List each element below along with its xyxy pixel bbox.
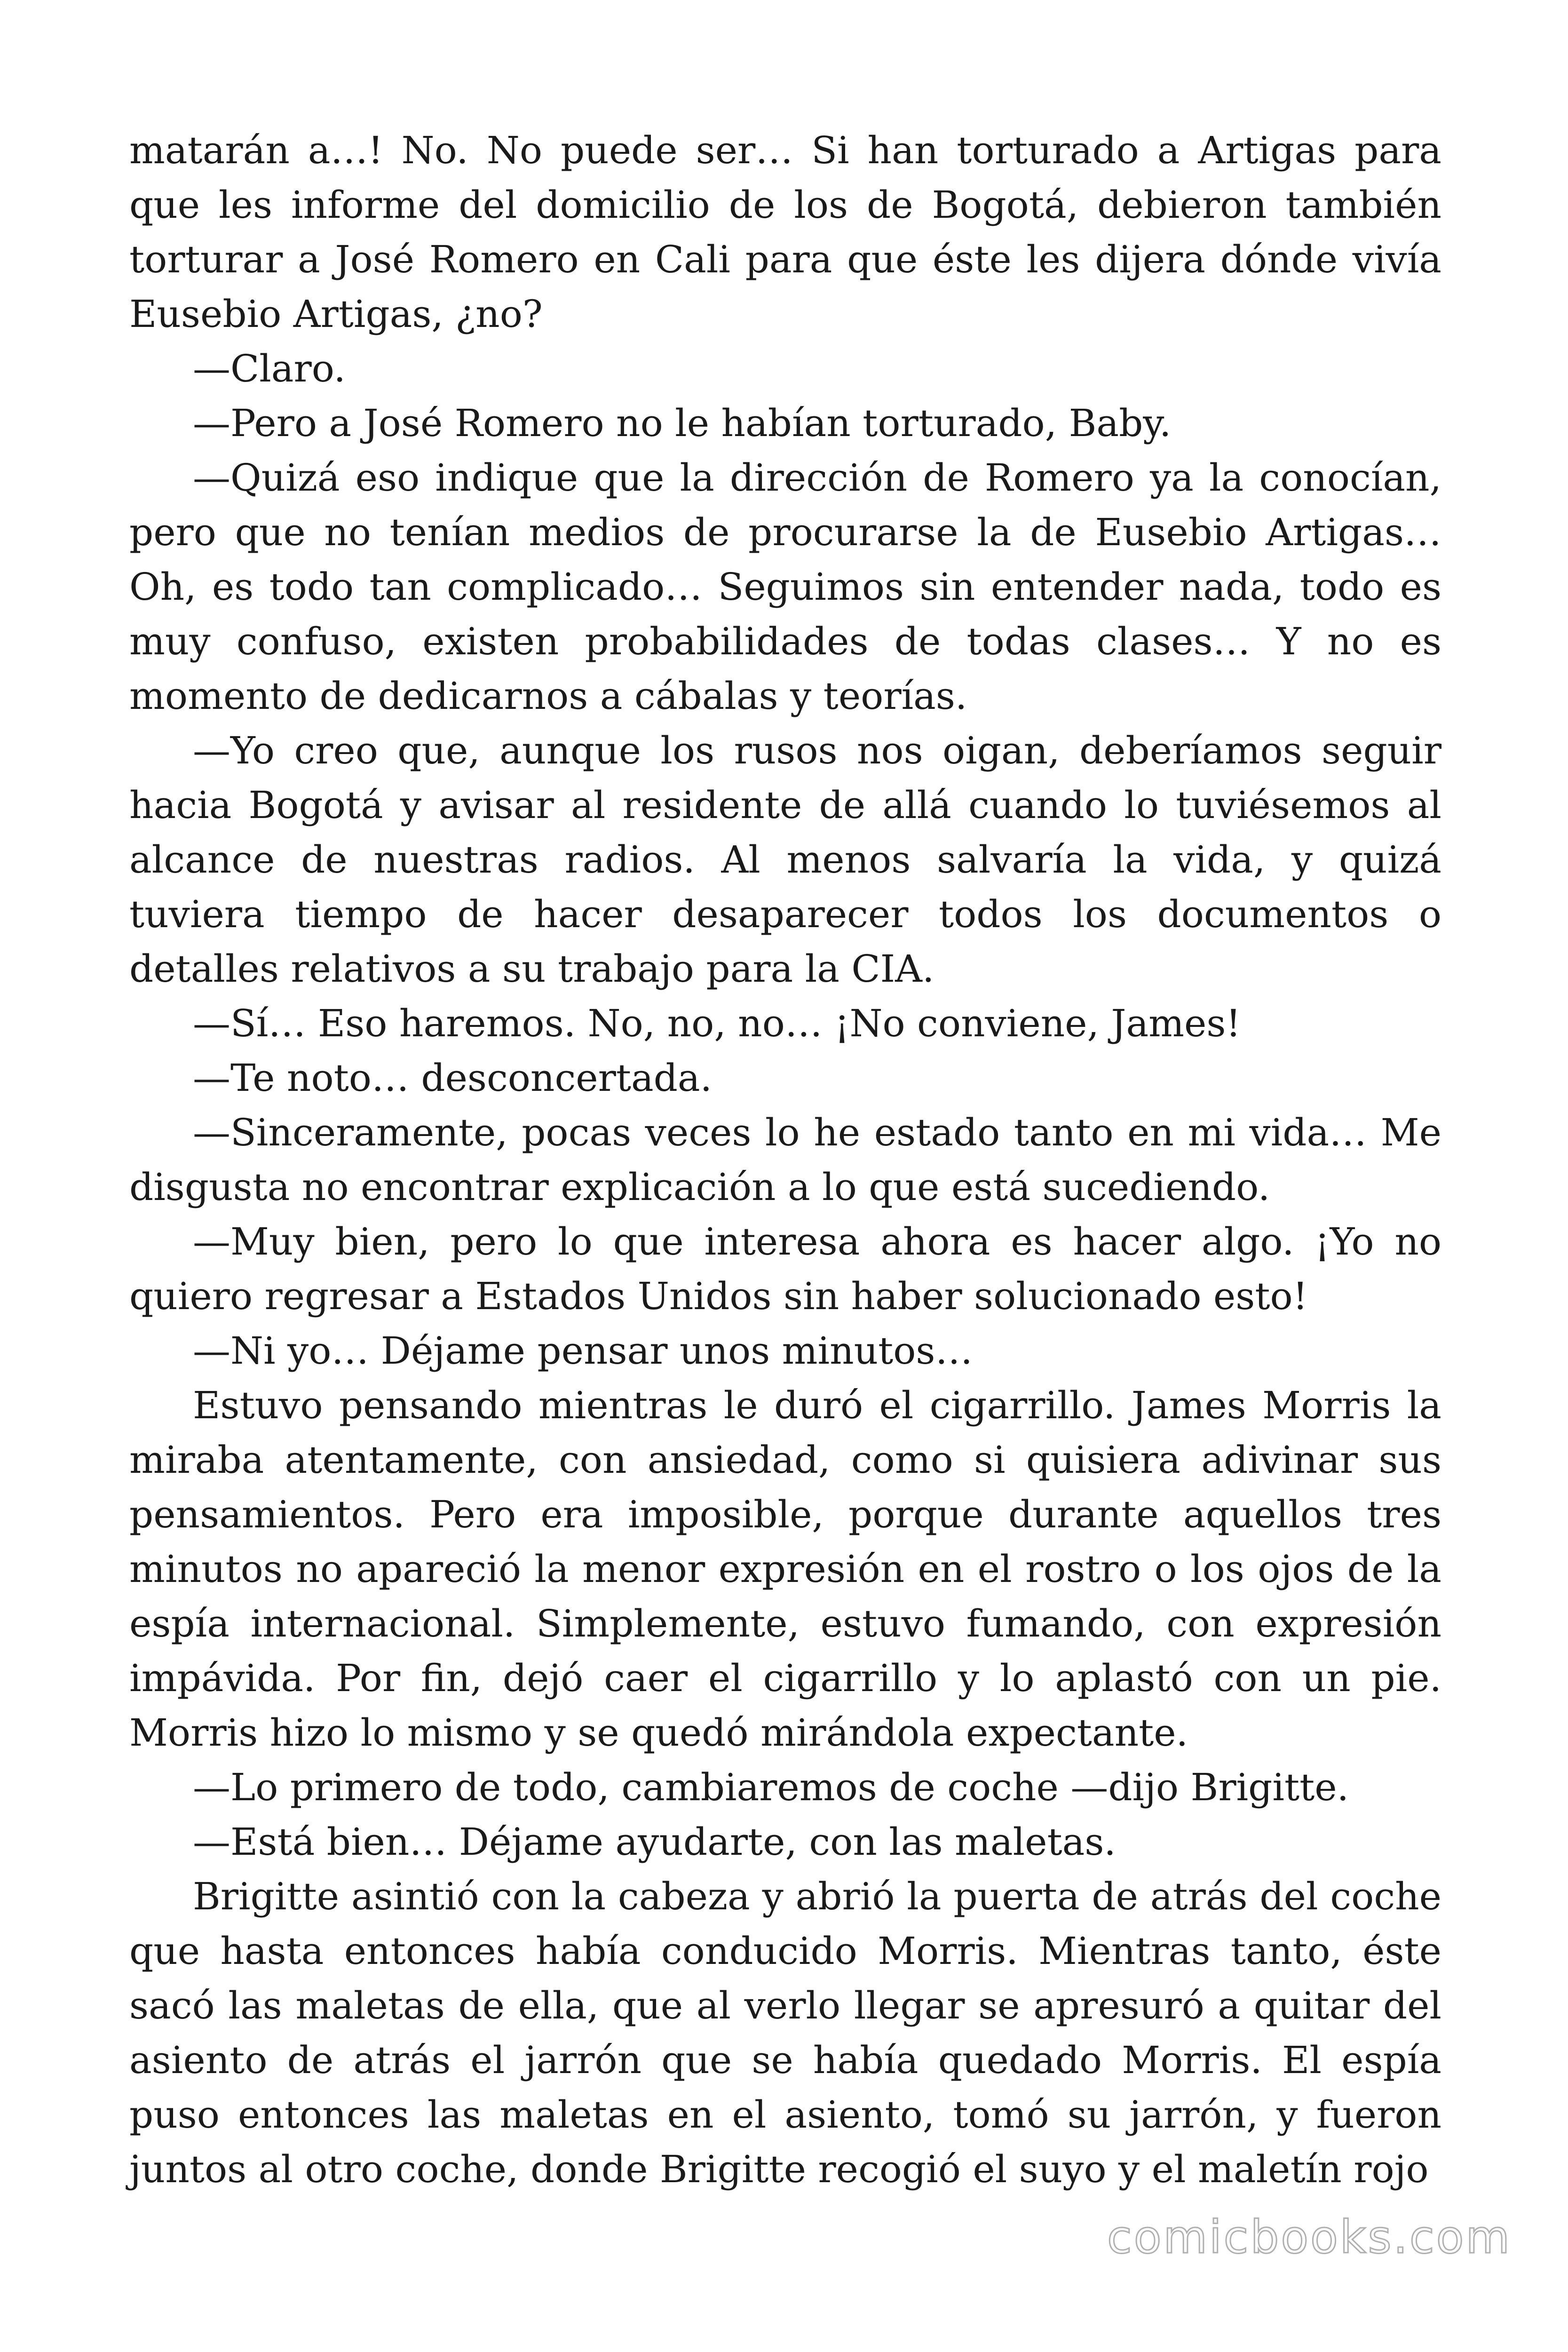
paragraph: —Yo creo que, aunque los rusos nos oigan, deberíamos seguir hacia Bogotá y avisar al residente de allá cuando lo tuviésemos al alcance de nuestras radios. Al menos salvaría la vida, y quizá tuviera tiempo de hacer desaparecer todos los documentos o detalles relativos a su trabajo para la CIA. [129,729,1441,991]
paragraph: —Sí… Eso haremos. No, no, no… ¡No conviene, James! [193,1001,1241,1045]
paragraph: Estuvo pensando mientras le duró el cigarrillo. James Morris la miraba atentamente, con ansiedad, como si quisiera adivinar sus pensamientos. Pero era imposible, porque durante aquellos tres minutos no apareció la menor expresión en el rostro o los ojos de la espía internacional. Simplemente, estuvo fumando, con expresión impávida. Por fin, dejó caer el cigarrillo y lo aplastó con un pie. Morris hizo lo mismo y se quedó mirándola expectante. [129,1383,1441,1755]
paragraph: —Está bien… Déjame ayudarte, con las maletas. [193,1820,1116,1864]
page-text [129,123,1441,2197]
paragraph: —Ni yo… Déjame pensar unos minutos… [193,1329,973,1373]
paragraph: —Muy bien, pero lo que interesa ahora es hacer algo. ¡Yo no quiero regresar a Estados Unidos sin haber solucionado esto! [129,1220,1441,1318]
paragraph: —Te noto… desconcertada. [193,1056,713,1100]
paragraph: —Quizá eso indique que la dirección de Romero ya la conocían, pero que no tenían medios de procurarse la de Eusebio Artigas… Oh, es todo tan complicado… Seguimos sin entender nada, todo es muy confuso, existen probabilidades de todas clases… Y no es momento de dedicarnos a cábalas y teorías. [129,456,1441,718]
paragraph: matarán a…! No. No puede ser… Si han torturado a Artigas para que les informe del domicilio de los de Bogotá, debieron también torturar a José Romero en Cali para que éste les dijera dónde vivía Eusebio Artigas, ¿no? [129,128,1441,336]
paragraph: —Lo primero de todo, cambiaremos de coche —dijo Brigitte. [193,1765,1349,1809]
paragraph: —Pero a José Romero no le habían torturado, Baby. [193,401,1172,445]
paragraph: —Claro. [193,347,346,390]
watermark: comicbooks.com [1107,2211,1512,2264]
paragraph: Brigitte asintió con la cabeza y abrió la puerta de atrás del coche que hasta entonces había conducido Morris. Mientras tanto, éste sacó las maletas de ella, que al verlo llegar se apresuró a quitar del asiento de atrás el jarrón que se había quedado Morris. El espía puso entonces las maletas en el asiento, tomó su jarrón, y fueron juntos al otro coche, donde Brigitte recogió el suyo y el maletín rojo [129,1875,1441,2191]
paragraph: —Sinceramente, pocas veces lo he estado tanto en mi vida… Me disgusta no encontrar explicación a lo que está sucediendo. [129,1111,1441,1209]
